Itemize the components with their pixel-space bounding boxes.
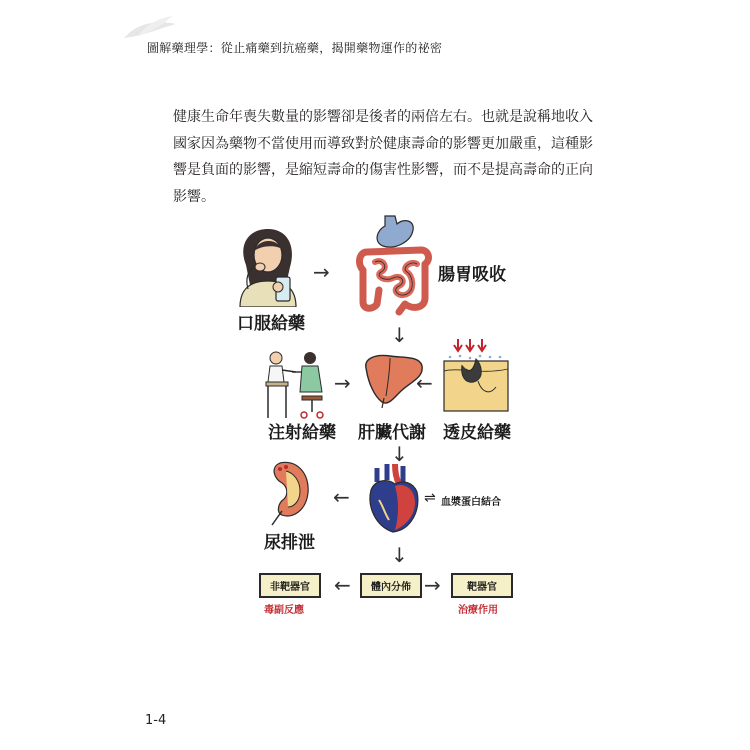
box-body-distribution: 體內分佈	[360, 573, 422, 598]
arrow-left: ←	[333, 485, 350, 509]
injection-scene-illustration	[262, 348, 336, 420]
label-gi-absorption: 腸胃吸收	[438, 265, 506, 285]
arrow-left: ←	[416, 371, 433, 395]
label-liver-metabolism: 肝臟代謝	[358, 423, 426, 443]
page-number: 1-4	[145, 713, 167, 728]
label-transdermal: 透皮給藥	[443, 423, 511, 443]
arrow-right: →	[424, 573, 441, 597]
label-oral: 口服給藥	[237, 314, 305, 334]
label-plasma-protein-binding: 血漿蛋白結合	[441, 497, 501, 508]
digestive-tract-illustration	[355, 212, 435, 316]
box-target-organ: 靶器官	[451, 573, 513, 598]
body-line: 影響。	[173, 188, 215, 205]
body-paragraph	[173, 104, 593, 210]
body-line: 國家因為藥物不當使用而導致對於健康壽命的影響更加嚴重，這種影	[173, 135, 593, 152]
arrow-right: →	[313, 260, 330, 284]
running-header: 圖解藥理學：從止痛藥到抗癌藥，揭開藥物運作的祕密	[147, 41, 443, 55]
label-toxic-side-effect: 毒副反應	[264, 605, 304, 616]
label-therapeutic-effect: 治療作用	[458, 605, 498, 616]
body-line: 健康生命年喪失數量的影響卻是後者的兩倍左右。也就是說稱地收入	[173, 109, 593, 125]
heart-illustration	[363, 460, 425, 536]
skin-patch-illustration	[440, 335, 512, 415]
arrow-left: ←	[334, 573, 351, 597]
equilibrium-arrows-icon: ⇌	[424, 490, 436, 506]
box-non-target-organ: 非靶器官	[259, 573, 321, 598]
label-urine-excretion: 尿排泄	[264, 533, 315, 553]
arrow-down: ↓	[391, 323, 408, 347]
label-injection: 注射給藥	[268, 423, 336, 443]
arrow-down: ↓	[391, 442, 408, 466]
arrow-right: →	[334, 371, 351, 395]
woman-taking-pill-illustration	[232, 225, 304, 307]
kidney-illustration	[266, 459, 314, 527]
arrow-down: ↓	[391, 543, 408, 567]
body-line: 響是負面的影響，是縮短壽命的傷害性影響，而不是提高壽命的正向	[173, 162, 593, 178]
